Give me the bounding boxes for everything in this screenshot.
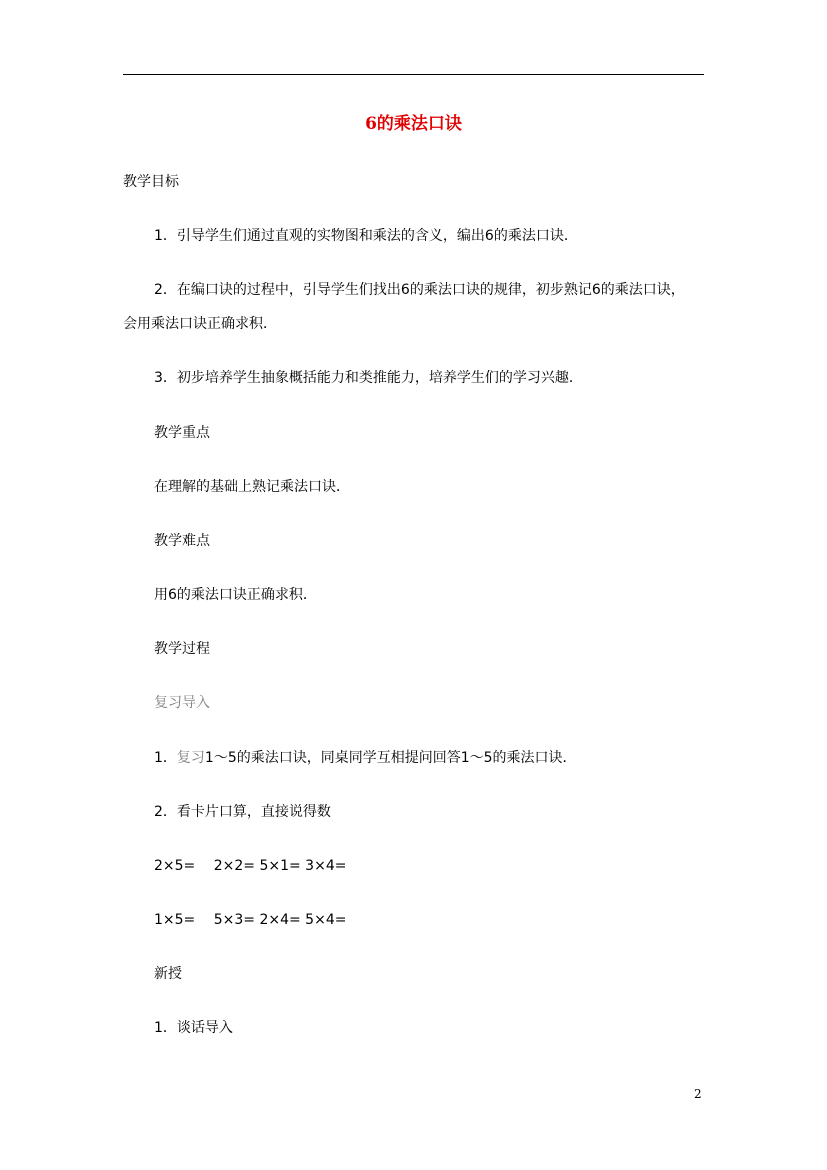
- review-item-1-number: 1．: [154, 750, 177, 766]
- page-title: 6的乘法口诀: [365, 114, 462, 134]
- review-item-2: 2．看卡片口算，直接说得数: [154, 804, 331, 820]
- heading-difficult-points: 教学难点: [154, 533, 210, 549]
- calc-row-1: 2×5= 2×2= 5×1= 3×4=: [154, 858, 347, 874]
- new-lesson-item-1: 1．谈话导入: [154, 1020, 233, 1036]
- review-item-1-text: 1～5的乘法口诀，同桌同学互相提问回答1～5的乘法口诀．: [204, 750, 577, 766]
- review-intro-heading: 复习导入: [154, 695, 210, 711]
- heading-teaching-process: 教学过程: [154, 641, 210, 657]
- goal-item-1: 1．引导学生们通过直观的实物图和乘法的含义，编出6的乘法口诀．: [154, 228, 578, 244]
- goal-item-3: 3．初步培养学生抽象概括能力和类推能力，培养学生们的学习兴趣．: [154, 370, 583, 386]
- goal-item-2-line-2: 会用乘法口诀正确求积．: [123, 316, 277, 332]
- heading-new-lesson: 新授: [154, 966, 182, 982]
- goal-item-2-line-1: 2．在编口诀的过程中，引导学生们找出6的乘法口诀的规律，初步熟记6的乘法口诀，: [154, 282, 685, 298]
- heading-teaching-goals: 教学目标: [123, 174, 179, 190]
- key-points-text: 在理解的基础上熟记乘法口诀．: [154, 479, 350, 495]
- difficult-points-text: 用6的乘法口诀正确求积．: [154, 587, 317, 603]
- calc-row-2: 1×5= 5×3= 2×4= 5×4=: [154, 912, 347, 928]
- review-item-1-keyword: 复习: [176, 750, 205, 766]
- heading-key-points: 教学重点: [154, 425, 210, 441]
- review-item-1: [154, 748, 577, 768]
- header-rule: [123, 74, 704, 75]
- page-number: 2: [694, 1087, 702, 1101]
